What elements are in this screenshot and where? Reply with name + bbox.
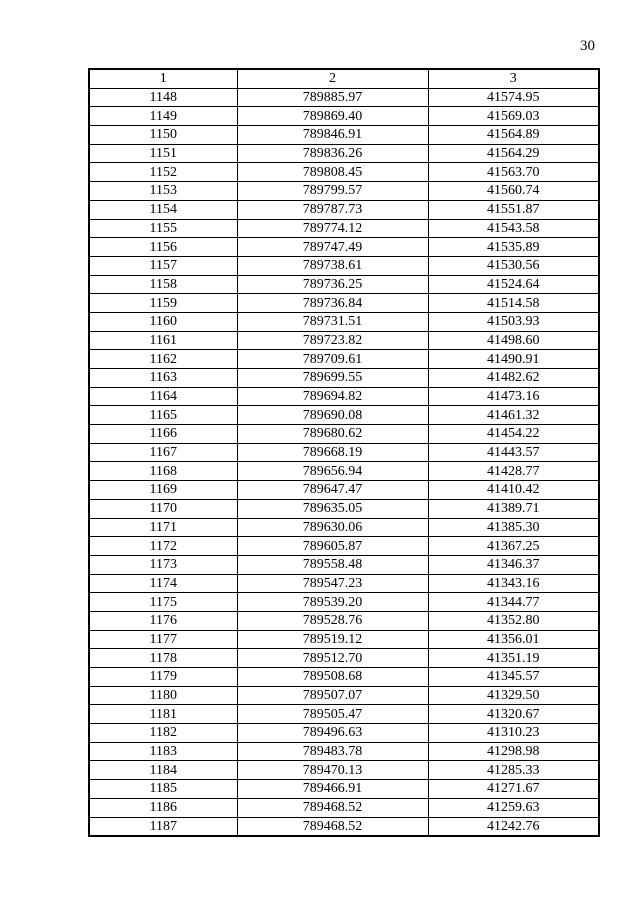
point-number-cell: 1176 — [89, 611, 237, 630]
x-coordinate-cell: 789808.45 — [237, 163, 428, 182]
x-coordinate-cell: 789736.25 — [237, 275, 428, 294]
x-coordinate-cell: 789680.62 — [237, 425, 428, 444]
point-number-cell: 1150 — [89, 126, 237, 145]
x-coordinate-cell: 789736.84 — [237, 294, 428, 313]
x-coordinate-cell: 789694.82 — [237, 387, 428, 406]
table-row — [89, 481, 599, 500]
table-row — [89, 294, 599, 313]
x-coordinate-cell: 789723.82 — [237, 331, 428, 350]
y-coordinate-cell: 41563.70 — [428, 163, 599, 182]
y-coordinate-cell: 41345.57 — [428, 668, 599, 687]
point-number-cell: 1158 — [89, 275, 237, 294]
table-row — [89, 724, 599, 743]
y-coordinate-cell: 41514.58 — [428, 294, 599, 313]
y-coordinate-cell: 41574.95 — [428, 88, 599, 107]
x-coordinate-cell: 789558.48 — [237, 555, 428, 574]
y-coordinate-cell: 41320.67 — [428, 705, 599, 724]
table-row — [89, 256, 599, 275]
point-number-cell: 1155 — [89, 219, 237, 238]
y-coordinate-cell: 41329.50 — [428, 686, 599, 705]
y-coordinate-cell: 41344.77 — [428, 593, 599, 612]
x-coordinate-cell: 789519.12 — [237, 630, 428, 649]
y-coordinate-cell: 41428.77 — [428, 462, 599, 481]
x-coordinate-cell: 789605.87 — [237, 537, 428, 556]
page-number: 30 — [580, 38, 595, 54]
table-row — [89, 798, 599, 817]
x-coordinate-cell: 789836.26 — [237, 144, 428, 163]
table-row — [89, 238, 599, 257]
y-coordinate-cell: 41356.01 — [428, 630, 599, 649]
x-coordinate-cell: 789668.19 — [237, 443, 428, 462]
point-number-cell: 1148 — [89, 88, 237, 107]
table-body — [89, 88, 599, 836]
x-coordinate-cell: 789885.97 — [237, 88, 428, 107]
x-coordinate-cell: 789647.47 — [237, 481, 428, 500]
x-coordinate-cell: 789466.91 — [237, 780, 428, 799]
point-number-cell: 1167 — [89, 443, 237, 462]
table-row — [89, 593, 599, 612]
point-number-cell: 1170 — [89, 499, 237, 518]
y-coordinate-cell: 41569.03 — [428, 107, 599, 126]
x-coordinate-cell: 789635.05 — [237, 499, 428, 518]
table-row — [89, 705, 599, 724]
x-coordinate-cell: 789468.52 — [237, 817, 428, 836]
x-coordinate-cell: 789508.68 — [237, 668, 428, 687]
x-coordinate-cell: 789799.57 — [237, 182, 428, 201]
x-coordinate-cell: 789846.91 — [237, 126, 428, 145]
y-coordinate-cell: 41551.87 — [428, 200, 599, 219]
table-row — [89, 761, 599, 780]
column-header-2: 2 — [237, 69, 428, 88]
point-number-cell: 1166 — [89, 425, 237, 444]
point-number-cell: 1161 — [89, 331, 237, 350]
x-coordinate-cell: 789528.76 — [237, 611, 428, 630]
point-number-cell: 1186 — [89, 798, 237, 817]
y-coordinate-cell: 41285.33 — [428, 761, 599, 780]
point-number-cell: 1165 — [89, 406, 237, 425]
y-coordinate-cell: 41490.91 — [428, 350, 599, 369]
point-number-cell: 1183 — [89, 742, 237, 761]
header-row — [89, 69, 599, 88]
table-header — [89, 69, 599, 88]
point-number-cell: 1157 — [89, 256, 237, 275]
table-row — [89, 686, 599, 705]
table-row — [89, 611, 599, 630]
point-number-cell: 1182 — [89, 724, 237, 743]
point-number-cell: 1168 — [89, 462, 237, 481]
point-number-cell: 1164 — [89, 387, 237, 406]
y-coordinate-cell: 41503.93 — [428, 312, 599, 331]
y-coordinate-cell: 41564.89 — [428, 126, 599, 145]
y-coordinate-cell: 41482.62 — [428, 369, 599, 388]
coordinates-table — [88, 68, 600, 837]
y-coordinate-cell: 41443.57 — [428, 443, 599, 462]
x-coordinate-cell: 789709.61 — [237, 350, 428, 369]
y-coordinate-cell: 41461.32 — [428, 406, 599, 425]
column-header-3: 3 — [428, 69, 599, 88]
table-row — [89, 144, 599, 163]
y-coordinate-cell: 41310.23 — [428, 724, 599, 743]
point-number-cell: 1185 — [89, 780, 237, 799]
table-row — [89, 163, 599, 182]
y-coordinate-cell: 41259.63 — [428, 798, 599, 817]
table-row — [89, 668, 599, 687]
point-number-cell: 1177 — [89, 630, 237, 649]
table-row — [89, 350, 599, 369]
point-number-cell: 1184 — [89, 761, 237, 780]
x-coordinate-cell: 789512.70 — [237, 649, 428, 668]
x-coordinate-cell: 789699.55 — [237, 369, 428, 388]
point-number-cell: 1152 — [89, 163, 237, 182]
table-row — [89, 817, 599, 836]
y-coordinate-cell: 41524.64 — [428, 275, 599, 294]
point-number-cell: 1178 — [89, 649, 237, 668]
table-row — [89, 369, 599, 388]
table-row — [89, 182, 599, 201]
y-coordinate-cell: 41543.58 — [428, 219, 599, 238]
table-row — [89, 555, 599, 574]
point-number-cell: 1172 — [89, 537, 237, 556]
y-coordinate-cell: 41410.42 — [428, 481, 599, 500]
point-number-cell: 1154 — [89, 200, 237, 219]
table-row — [89, 499, 599, 518]
table-row — [89, 780, 599, 799]
table-row — [89, 649, 599, 668]
point-number-cell: 1151 — [89, 144, 237, 163]
x-coordinate-cell: 789468.52 — [237, 798, 428, 817]
table-row — [89, 537, 599, 556]
x-coordinate-cell: 789470.13 — [237, 761, 428, 780]
x-coordinate-cell: 789505.47 — [237, 705, 428, 724]
y-coordinate-cell: 41367.25 — [428, 537, 599, 556]
table-row — [89, 630, 599, 649]
y-coordinate-cell: 41352.80 — [428, 611, 599, 630]
point-number-cell: 1173 — [89, 555, 237, 574]
table-row — [89, 425, 599, 444]
x-coordinate-cell: 789656.94 — [237, 462, 428, 481]
table-row — [89, 107, 599, 126]
point-number-cell: 1159 — [89, 294, 237, 313]
x-coordinate-cell: 789774.12 — [237, 219, 428, 238]
table-row — [89, 88, 599, 107]
y-coordinate-cell: 41385.30 — [428, 518, 599, 537]
x-coordinate-cell: 789869.40 — [237, 107, 428, 126]
table-row — [89, 406, 599, 425]
x-coordinate-cell: 789630.06 — [237, 518, 428, 537]
table-row — [89, 443, 599, 462]
point-number-cell: 1175 — [89, 593, 237, 612]
point-number-cell: 1163 — [89, 369, 237, 388]
point-number-cell: 1162 — [89, 350, 237, 369]
x-coordinate-cell: 789507.07 — [237, 686, 428, 705]
x-coordinate-cell: 789787.73 — [237, 200, 428, 219]
x-coordinate-cell: 789738.61 — [237, 256, 428, 275]
y-coordinate-cell: 41242.76 — [428, 817, 599, 836]
y-coordinate-cell: 41346.37 — [428, 555, 599, 574]
y-coordinate-cell: 41473.16 — [428, 387, 599, 406]
point-number-cell: 1153 — [89, 182, 237, 201]
point-number-cell: 1181 — [89, 705, 237, 724]
x-coordinate-cell: 789539.20 — [237, 593, 428, 612]
x-coordinate-cell: 789690.08 — [237, 406, 428, 425]
y-coordinate-cell: 41560.74 — [428, 182, 599, 201]
y-coordinate-cell: 41564.29 — [428, 144, 599, 163]
y-coordinate-cell: 41530.56 — [428, 256, 599, 275]
point-number-cell: 1156 — [89, 238, 237, 257]
y-coordinate-cell: 41343.16 — [428, 574, 599, 593]
point-number-cell: 1174 — [89, 574, 237, 593]
table-row — [89, 331, 599, 350]
table-row — [89, 200, 599, 219]
x-coordinate-cell: 789483.78 — [237, 742, 428, 761]
y-coordinate-cell: 41298.98 — [428, 742, 599, 761]
table-row — [89, 387, 599, 406]
y-coordinate-cell: 41389.71 — [428, 499, 599, 518]
y-coordinate-cell: 41454.22 — [428, 425, 599, 444]
y-coordinate-cell: 41498.60 — [428, 331, 599, 350]
table-row — [89, 518, 599, 537]
table-row — [89, 742, 599, 761]
point-number-cell: 1171 — [89, 518, 237, 537]
x-coordinate-cell: 789547.23 — [237, 574, 428, 593]
table-row — [89, 462, 599, 481]
point-number-cell: 1169 — [89, 481, 237, 500]
x-coordinate-cell: 789747.49 — [237, 238, 428, 257]
y-coordinate-cell: 41271.67 — [428, 780, 599, 799]
x-coordinate-cell: 789731.51 — [237, 312, 428, 331]
table-row — [89, 275, 599, 294]
column-header-1: 1 — [89, 69, 237, 88]
point-number-cell: 1180 — [89, 686, 237, 705]
table-row — [89, 574, 599, 593]
x-coordinate-cell: 789496.63 — [237, 724, 428, 743]
y-coordinate-cell: 41535.89 — [428, 238, 599, 257]
point-number-cell: 1179 — [89, 668, 237, 687]
table-row — [89, 312, 599, 331]
point-number-cell: 1160 — [89, 312, 237, 331]
y-coordinate-cell: 41351.19 — [428, 649, 599, 668]
table-row — [89, 126, 599, 145]
table-row — [89, 219, 599, 238]
point-number-cell: 1149 — [89, 107, 237, 126]
point-number-cell: 1187 — [89, 817, 237, 836]
